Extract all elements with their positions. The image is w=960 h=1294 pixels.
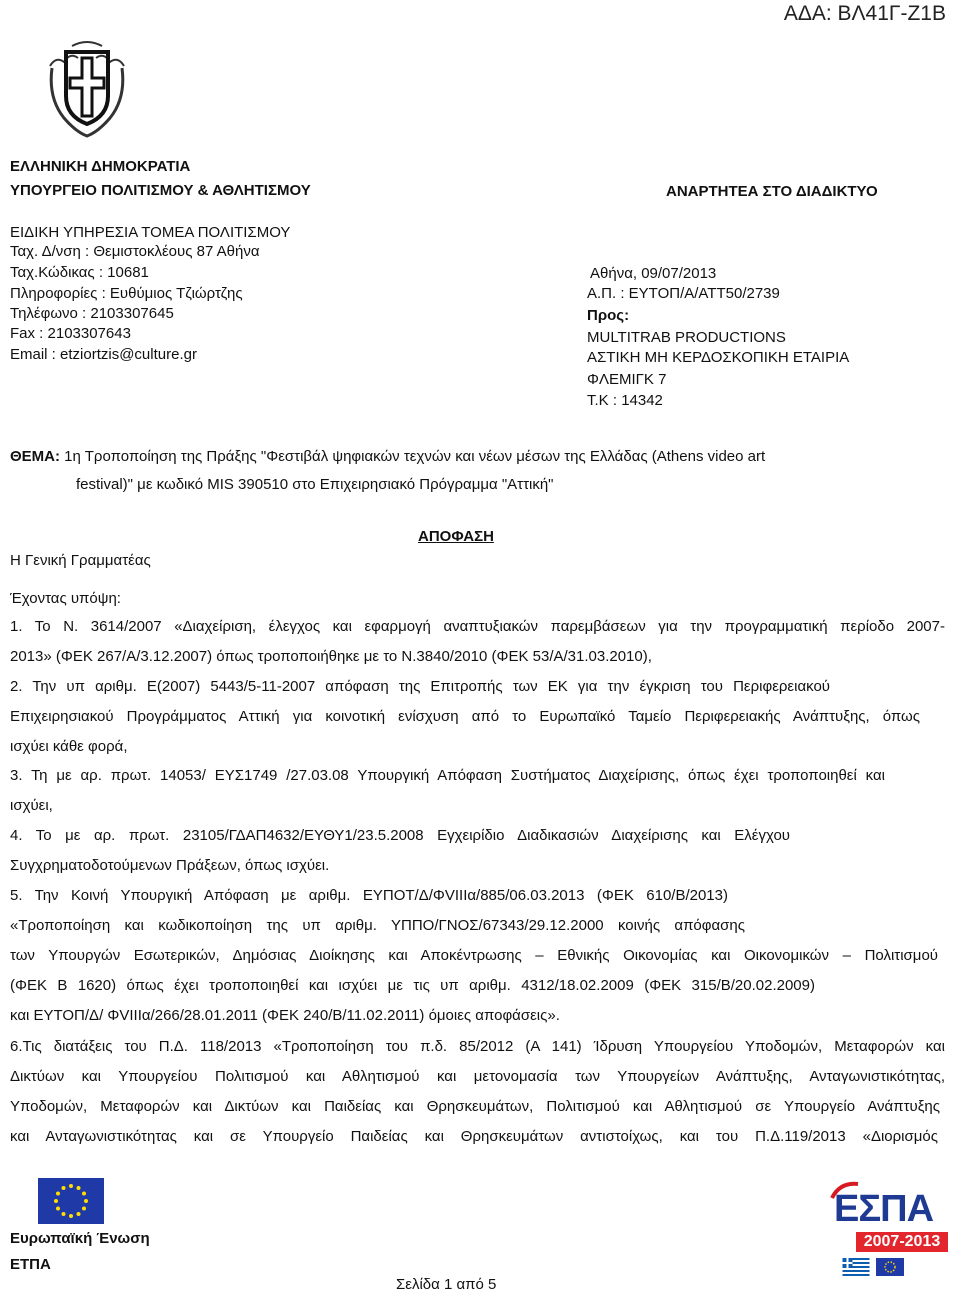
republic-title: ΕΛΛΗΝΙΚΗ ΔΗΜΟΚΡΑΤΙΑ	[10, 158, 191, 175]
ada-code: ΑΔΑ: ΒΛ41Γ-Ζ1Β	[783, 2, 946, 25]
recipient-name: MULTITRAB PRODUCTIONS	[587, 329, 786, 346]
body-line: 1. Το Ν. 3614/2007 «Διαχείριση, έλεγχος και εφαρμογή αναπτυξιακών παρεμβάσεων για την προγραμματική περίοδο 2007-	[10, 618, 945, 635]
sender-email: Email : etziortzis@culture.gr	[10, 346, 197, 363]
sender-fax: Fax : 2103307643	[10, 325, 131, 342]
signatory-title: Η Γενική Γραμματέας	[10, 552, 151, 569]
subject-label: ΘΕΜΑ:	[10, 448, 60, 465]
recipient-label: Προς:	[587, 307, 630, 324]
subject-text-1: 1η Τροποποίηση της Πράξης "Φεστιβάλ ψηφιακών τεχνών και νέων μέσων της Ελλάδας (Athens video art	[64, 448, 766, 465]
espa-years: 2007-2013	[856, 1232, 948, 1252]
body-line: και ΕΥΤΟΠ/Δ/ ΦVIIIα/266/28.01.2011 (ΦΕΚ 240/Β/11.02.2011) όμοιες αποφάσεις».	[10, 1007, 560, 1024]
document-date: Αθήνα, 09/07/2013	[590, 265, 717, 282]
espa-logo	[830, 1180, 952, 1280]
body-line: Επιχειρησιακού Προγράμματος Αττική για κοινοτική ενίσχυση από το Ευρωπαϊκό Ταμείο Περιφερειακής Ανάπτυξης, όπως	[10, 708, 920, 725]
body-line: 4. Το με αρ. πρωτ. 23105/ΓΔΑΠ4632/ΕΥΘΥ1/23.5.2008 Εγχειρίδιο Διαδικασιών Διαχείρισης και Ελέγχου	[10, 827, 790, 844]
body-line: και Ανταγωνιστικότητας και σε Υπουργείο Παιδείας και Θρησκευμάτων αντιστοίχως, και του Π.Δ.119/2013 «Διορισμός	[10, 1128, 938, 1145]
eu-flag-icon	[38, 1178, 104, 1224]
body-line: ισχύει,	[10, 797, 53, 814]
body-line: (ΦΕΚ Β 1620) όπως έχει τροποποιηθεί και ισχύει με τις υπ αριθμ. 4312/18.02.2009 (ΦΕΚ 315/Β/20.02.2009)	[10, 977, 815, 994]
sender-phone: Τηλέφωνο : 2103307645	[10, 305, 174, 322]
body-line: Υποδομών, Μεταφορών και Δικτύων και Παιδείας και Θρησκευμάτων, Πολιτισμού και Αθλητισμού σε Υπουργείο Ανάπτυξης	[10, 1098, 940, 1115]
body-line: 3. Τη με αρ. πρωτ. 14053/ ΕΥΣ1749 /27.03.08 Υπουργική Απόφαση Συστήματος Διαχείρισης, όπως έχει τροποποιηθεί και	[10, 767, 885, 784]
decision-title: ΑΠΟΦΑΣΗ	[418, 528, 494, 545]
body-line: 5. Την Κοινή Υπουργική Απόφαση με αριθμ. ΕΥΠΟΤ/Δ/ΦVIIIα/885/06.03.2013 (ΦΕΚ 610/Β/2013)	[10, 887, 728, 904]
erdf-label: ΕΤΠΑ	[10, 1256, 51, 1273]
considerations-intro: Έχοντας υπόψη:	[10, 590, 121, 607]
sender-service: ΕΙΔΙΚΗ ΥΠΗΡΕΣΙΑ ΤΟΜΕΑ ΠΟΛΙΤΙΣΜΟΥ	[10, 224, 291, 241]
ministry-title: ΥΠΟΥΡΓΕΙΟ ΠΟΛΙΤΙΣΜΟΥ & ΑΘΛΗΤΙΣΜΟΥ	[10, 182, 311, 199]
sender-address: Ταχ. Δ/νση : Θεμιστοκλέους 87 Αθήνα	[10, 243, 260, 260]
body-line: «Τροποποίηση και κωδικοποίηση της υπ αριθμ. ΥΠΠΟ/ΓΝΟΣ/67343/29.12.2000 κοινής απόφασης	[10, 917, 745, 934]
sender-info: Πληροφορίες : Ευθύμιος Τζιώρτζης	[10, 285, 243, 302]
greek-flag-icon	[842, 1258, 870, 1276]
body-line: 2. Την υπ αριθμ. Ε(2007) 5443/5-11-2007 απόφαση της Επιτροπής των ΕΚ για την έγκριση του Περιφερειακού	[10, 678, 830, 695]
sender-postal: Ταχ.Κώδικας : 10681	[10, 264, 149, 281]
body-line: Συγχρηματοδοτούμενων Πράξεων, όπως ισχύει.	[10, 857, 330, 874]
recipient-street: ΦΛΕΜΙΓΚ 7	[587, 371, 667, 388]
body-line: 2013» (ΦΕΚ 267/Α/3.12.2007) όπως τροποποιήθηκε με το Ν.3840/2010 (ΦΕΚ 53/Α/31.03.2010),	[10, 648, 652, 665]
recipient-type: ΑΣΤΙΚΗ ΜΗ ΚΕΡΔΟΣΚΟΠΙΚΗ ΕΤΑΙΡΙΑ	[587, 349, 850, 366]
subject-line-2: festival)" με κωδικό MIS 390510 στο Επιχειρησιακό Πρόγραμμα "Αττική"	[76, 476, 554, 493]
posting-notice: ΑΝΑΡΤΗΤΕΑ ΣΤΟ ΔΙΑΔΙΚΤΥΟ	[666, 183, 878, 200]
body-line: 6.Τις διατάξεις του Π.Δ. 118/2013 «Τροποποίηση του π.δ. 85/2012 (Α 141) Ίδρυση Υπουργείου Υποδομών, Μεταφορών και	[10, 1038, 945, 1055]
body-line: Δικτύων και Υπουργείου Πολιτισμού και Αθλητισμού και μετονομασία των Υπουργείων Ανάπτυξης, Ανταγωνιστικότητας,	[10, 1068, 945, 1085]
body-line: ισχύει κάθε φορά,	[10, 738, 128, 755]
espa-wordmark: ΕΣΠΑ	[834, 1188, 934, 1230]
eu-label: Ευρωπαϊκή Ένωση	[10, 1230, 150, 1247]
subject-line-1	[10, 448, 765, 465]
body-line: των Υπουργών Εσωτερικών, Δημόσιας Διοίκησης και Αποκέντρωσης – Εθνικής Οικονομίας και Οικονομικών – Πολιτισμού	[10, 947, 938, 964]
protocol-number: Α.Π. : ΕΥΤΟΠ/Α/ΑΤΤ50/2739	[587, 285, 780, 302]
page-number: Σελίδα 1 από 5	[396, 1276, 497, 1293]
eu-flag-small-icon	[876, 1258, 904, 1276]
recipient-postal: Τ.Κ : 14342	[587, 392, 663, 409]
greek-coat-of-arms-icon	[44, 38, 130, 140]
